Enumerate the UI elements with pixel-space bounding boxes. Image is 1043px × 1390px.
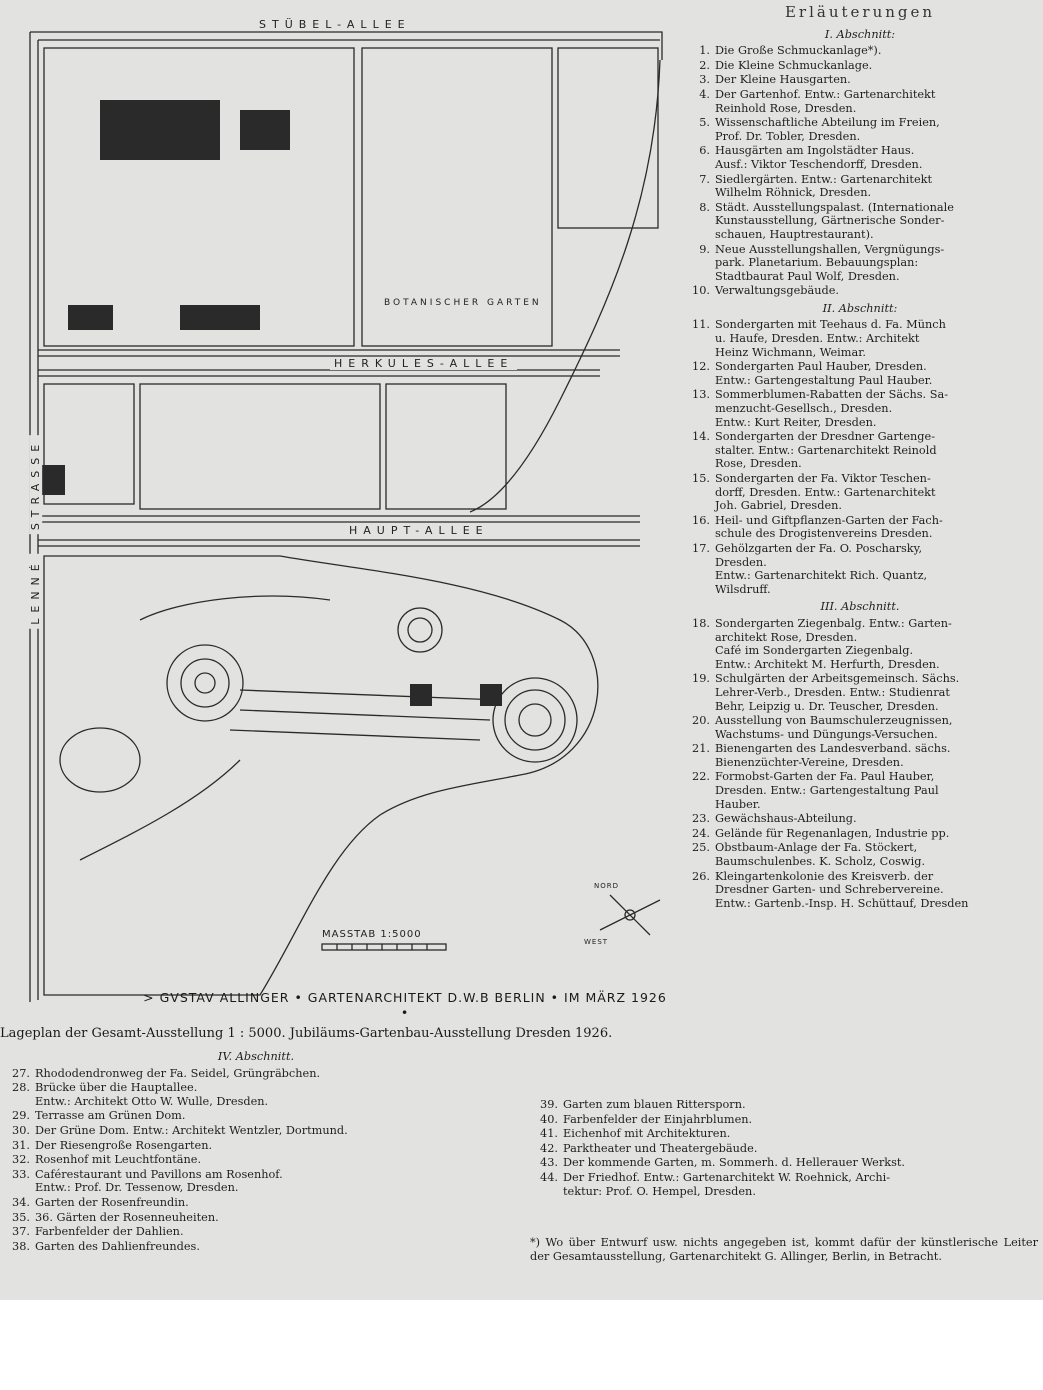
legend-section-4-right	[530, 1098, 1040, 1199]
legend-entry-line: Wachstums- und Düngungs-Versuchen.	[715, 727, 938, 741]
architect-signature: > GVSTAV ALLINGER • GARTENARCHITEKT D.W.B BERLIN • IM MÄRZ 1926 •	[143, 990, 667, 1020]
legend-entry-text	[563, 1142, 1040, 1156]
legend-entry-number: 40.	[540, 1112, 558, 1126]
legend-entry-line: schauen, Hauptrestaurant).	[715, 227, 874, 241]
legend-entry-line: Der Riesengroße Rosengarten.	[35, 1138, 213, 1152]
label-strasse: STRASSE	[29, 435, 42, 534]
legend-entry-number: 27.	[12, 1066, 30, 1080]
stuebel-allee-edge	[30, 32, 662, 60]
legend-entry-line: Städt. Ausstellungspalast. (Internationale	[715, 200, 954, 214]
legend-entry-line: menzucht-Gesellsch., Dresden.	[715, 402, 893, 416]
map-caption: Lageplan der Gesamt-Ausstellung 1 : 5000. Jubiläums-Gartenbau-Ausstellung Dresden 1926.	[0, 1026, 613, 1041]
legend-entry-number: 23.	[692, 812, 710, 826]
legend-entry-text	[563, 1098, 1040, 1112]
legend-entry-line: Brücke über die Hauptallee.	[35, 1081, 198, 1095]
legend-entry-number: 6.	[699, 144, 710, 158]
legend-entry	[2, 1240, 510, 1254]
section-2-entries	[682, 318, 1038, 596]
legend-entry-line: Baumschulenbes. K. Scholz, Coswig.	[715, 855, 926, 869]
legend-entry-line: Sondergarten Ziegenbalg. Entw.: Garten-	[715, 616, 952, 630]
ausstellungspalast	[100, 100, 220, 160]
legend-entry-line: tektur: Prof. O. Hempel, Dresden.	[563, 1184, 756, 1198]
legend-entry-number: 38.	[12, 1239, 30, 1253]
legend-entry-text	[563, 1156, 1040, 1170]
legend-entry-line: Sondergarten der Fa. Viktor Teschen-	[715, 472, 931, 485]
block-section-1	[44, 48, 354, 346]
legend-entry-number: 26.	[692, 869, 710, 883]
legend-entry-line: Ausstellung von Baumschulerzeugnissen,	[715, 714, 953, 728]
legend-entry-number: 20.	[692, 714, 710, 728]
legend-entry-line: Lehrer-Verb., Dresden. Entw.: Studienrat	[715, 685, 950, 699]
section-1-entries	[682, 44, 1038, 298]
legend-entry-number: 1.	[699, 44, 710, 58]
legend-entry	[530, 1142, 1040, 1156]
scale-label: MASSTAB 1:5000	[322, 929, 422, 940]
legend-entry	[682, 430, 1038, 471]
legend-entry-text	[715, 430, 1038, 471]
label-botanischer-garten: BOTANISCHER GARTEN	[380, 298, 546, 308]
legend-entry-number: 17.	[692, 541, 710, 555]
legend-entry	[2, 1124, 510, 1138]
legend-entry-number: 8.	[699, 200, 710, 214]
section-heading-1: I. Abschnitt:	[824, 27, 896, 41]
legend-entry	[530, 1098, 1040, 1112]
legend-entry-line: Wilsdruff.	[715, 582, 771, 596]
label-herkules-allee: HERKULES-ALLEE	[330, 357, 517, 370]
legend-entry-number: 21.	[692, 742, 710, 756]
compass-rose	[600, 895, 660, 935]
legend-entry-text	[715, 841, 1038, 868]
legend-entry-line: Entw.: Architekt M. Herfurth, Dresden.	[715, 657, 940, 671]
legend-entry-number: 22.	[692, 770, 710, 784]
legend-entry-line: Der Kleine Hausgarten.	[715, 73, 851, 87]
legend-entry-line: Prof. Dr. Tobler, Dresden.	[715, 129, 861, 143]
legend-title: Erläuterungen	[784, 3, 936, 21]
legend-entry	[2, 1109, 510, 1123]
legend-entry	[682, 827, 1038, 841]
section-4-outline	[44, 556, 598, 995]
legend-entry	[682, 284, 1038, 298]
legend-entry-line: Sondergarten Paul Hauber, Dresden.	[715, 360, 927, 374]
legend-entry-text	[715, 388, 1038, 429]
legend-entry-text	[715, 44, 1038, 58]
legend-entry-line: park. Planetarium. Bebauungsplan:	[715, 256, 919, 270]
legend-entry-number: 2.	[699, 58, 710, 72]
legend-entry	[530, 1127, 1040, 1141]
legend-entry-line: Ausf.: Viktor Teschendorff, Dresden.	[715, 157, 923, 171]
legend-entry-number: 32.	[12, 1153, 30, 1167]
legend-entry-text	[35, 1211, 510, 1225]
legend-entry-line: Parktheater und Theatergebäude.	[563, 1141, 758, 1155]
legend-entry	[2, 1225, 510, 1239]
legend-entry-line: Dresden.	[715, 555, 767, 569]
legend-entry-line: Farbenfelder der Einjahrblumen.	[563, 1112, 753, 1126]
legend-entry	[682, 88, 1038, 115]
legend-entry-line: schule des Drogistenvereins Dresden.	[715, 527, 933, 541]
legend-entry	[682, 144, 1038, 171]
legend-entry-text	[35, 1109, 510, 1123]
legend-entry-number: 34.	[12, 1195, 30, 1209]
legend-entry	[682, 318, 1038, 359]
legend-entry	[2, 1196, 510, 1210]
map-drawing	[0, 0, 680, 1018]
legend-entry-text	[715, 672, 1038, 713]
block-14-15	[386, 384, 506, 509]
legend-entry-number: 10.	[692, 284, 710, 298]
legend-entry-number: 25.	[692, 841, 710, 855]
legend-entry-line: Gewächshaus-Abteilung.	[715, 812, 857, 826]
legend-entry-line: Gelände für Regenanlagen, Industrie pp.	[715, 826, 950, 840]
section-heading-4: IV. Abschnitt.	[217, 1050, 295, 1063]
legend-entry-text	[715, 812, 1038, 826]
legend-entry	[2, 1139, 510, 1153]
legend-entry-line: Der Grüne Dom. Entw.: Architekt Wentzler, Dortmund.	[35, 1123, 348, 1137]
site-plan-map	[0, 0, 680, 1018]
legend-entry-number: 18.	[692, 616, 710, 630]
legend-entry	[2, 1081, 510, 1108]
legend-entry-text	[563, 1127, 1040, 1141]
legend-entry-text	[35, 1139, 510, 1153]
legend-entry-text	[715, 88, 1038, 115]
legend-entry	[682, 44, 1038, 58]
legend-entry-line: dorff, Dresden. Entw.: Gartenarchitekt	[715, 485, 936, 499]
label-stuebel-allee: STÜBEL-ALLEE	[255, 18, 415, 31]
legend-entry-text	[715, 173, 1038, 200]
legend-entry	[2, 1153, 510, 1167]
legend-entry	[530, 1156, 1040, 1170]
legend-entry	[530, 1171, 1040, 1198]
legend-entry-text	[715, 514, 1038, 541]
legend-entry-line: Die Kleine Schmuckanlage.	[715, 58, 873, 72]
legend-entry-line: Schulgärten der Arbeitsgemeinsch. Sächs.	[715, 672, 960, 686]
legend-entry-number: 43.	[540, 1156, 558, 1170]
legend-entry-number: 4.	[699, 87, 710, 101]
compass-north-label: NORD	[590, 882, 623, 890]
legend-entry-text	[35, 1225, 510, 1239]
legend-entry	[682, 73, 1038, 87]
legend-entry-text	[35, 1153, 510, 1167]
legend-entry-number: 35.	[12, 1210, 30, 1224]
legend-entry-line: Caférestaurant und Pavillons am Rosenhof.	[35, 1167, 283, 1181]
legend-entry-line: Heinz Wichmann, Weimar.	[715, 345, 866, 359]
legend-entry	[2, 1211, 510, 1225]
legend-entry-text	[35, 1168, 510, 1195]
legend-entry-text	[715, 827, 1038, 841]
section-4-entries-left	[2, 1067, 510, 1254]
legend-entry-line: Behr, Leipzig u. Dr. Teuscher, Dresden.	[715, 699, 939, 713]
block-12-13	[140, 384, 380, 509]
legend-entry	[682, 388, 1038, 429]
legend-entry-line: Wissenschaftliche Abteilung im Freien,	[715, 116, 940, 130]
legend-entry	[2, 1168, 510, 1195]
legend-entry-number: 31.	[12, 1138, 30, 1152]
legend-right-column	[682, 3, 1038, 911]
legend-entry	[682, 742, 1038, 769]
legend-entry	[682, 243, 1038, 284]
legend-entry-text	[715, 360, 1038, 387]
legend-entry-number: 44.	[540, 1170, 558, 1184]
legend-entry-text	[715, 770, 1038, 811]
legend-entry-line: Entw.: Gartengestaltung Paul Hauber.	[715, 373, 933, 387]
legend-entry-number: 37.	[12, 1225, 30, 1239]
legend-entry-text	[715, 742, 1038, 769]
legend-entry-line: Reinhold Rose, Dresden.	[715, 101, 857, 115]
legend-entry-line: Der Gartenhof. Entw.: Gartenarchitekt	[715, 87, 936, 101]
legend-entry-number: 30.	[12, 1123, 30, 1137]
legend-entry-line: Verwaltungsgebäude.	[715, 284, 840, 298]
legend-entry-number: 42.	[540, 1141, 558, 1155]
legend-entry-line: Terrasse am Grünen Dom.	[35, 1109, 186, 1123]
legend-entry-text	[715, 243, 1038, 284]
legend-entry-line: Der kommende Garten, m. Sommerh. d. Hellerauer Werkst.	[563, 1156, 906, 1170]
legend-entry-line: Farbenfelder der Dahlien.	[35, 1225, 184, 1239]
legend-entry-text	[715, 542, 1038, 596]
legend-entry-line: u. Haufe, Dresden. Entw.: Architekt	[715, 332, 920, 346]
legend-entry-line: Kleingartenkolonie des Kreisverb. der	[715, 869, 934, 883]
legend-entry-line: Entw.: Prof. Dr. Tessenow, Dresden.	[35, 1181, 239, 1195]
legend-entry-line: Entw.: Gartenb.-Insp. H. Schüttauf, Dresden	[715, 896, 969, 910]
legend-entry-line: Entw.: Kurt Reiter, Dresden.	[715, 415, 877, 429]
legend-entry-line: Neue Ausstellungshallen, Vergnügungs-	[715, 242, 945, 256]
legend-entry-line: Stadtbaurat Paul Wolf, Dresden.	[715, 269, 900, 283]
legend-entry-line: Kunstausstellung, Gärtnerische Sonder-	[715, 214, 945, 228]
legend-entry	[682, 59, 1038, 73]
legend-section-4-left	[2, 1046, 510, 1254]
legend-entry	[682, 770, 1038, 811]
legend-entry-text	[715, 617, 1038, 671]
compass-west-label: WEST	[580, 938, 612, 946]
legend-entry-text	[715, 714, 1038, 741]
legend-entry	[682, 116, 1038, 143]
legend-entry-line: Joh. Gabriel, Dresden.	[715, 499, 842, 513]
legend-entry	[682, 542, 1038, 596]
legend-entry-text	[715, 318, 1038, 359]
block-siedler	[558, 48, 658, 228]
label-lenne: LENNÉ	[29, 554, 42, 629]
legend-entry-number: 3.	[699, 73, 710, 87]
legend-entry-text	[35, 1240, 510, 1254]
legend-entry-line: 36. Gärten der Rosenneuheiten.	[35, 1210, 219, 1224]
legend-entry-text	[563, 1171, 1040, 1198]
section-heading-2: II. Abschnitt:	[822, 301, 898, 315]
footnote: *) Wo über Entwurf usw. nichts angegeben ist, kommt dafür der künstlerische Leiter der Gesamtausstellung, Gartenarchitekt G. Allinger, Berlin, in Betracht.	[530, 1236, 1038, 1263]
legend-entry-line: Obstbaum-Anlage der Fa. Stöckert,	[715, 841, 918, 855]
legend-entry-line: Sommerblumen-Rabatten der Sächs. Sa-	[715, 388, 949, 402]
legend-entry-line: Der Friedhof. Entw.: Gartenarchitekt W. Roehnick, Archi-	[563, 1170, 891, 1184]
legend-entry-text	[715, 59, 1038, 73]
legend-entry	[682, 201, 1038, 242]
legend-entry	[682, 714, 1038, 741]
legend-entry	[2, 1067, 510, 1081]
legend-entry-line: Sondergarten der Dresdner Gartenge-	[715, 430, 936, 444]
legend-entry-number: 15.	[692, 472, 710, 485]
legend-entry-line: Sondergarten mit Teehaus d. Fa. Münch	[715, 318, 946, 332]
legend-entry-line: Hauber.	[715, 797, 761, 811]
legend-entry	[682, 617, 1038, 671]
legend-entry-line: Siedlergärten. Entw.: Gartenarchitekt	[715, 172, 933, 186]
section-3-entries	[682, 617, 1038, 910]
legend-entry	[682, 841, 1038, 868]
legend-entry-line: Entw.: Architekt Otto W. Wulle, Dresden.	[35, 1094, 269, 1108]
legend-entry-number: 29.	[12, 1109, 30, 1123]
legend-entry-number: 39.	[540, 1098, 558, 1111]
legend-entry-line: Dresdner Garten- und Schrebervereine.	[715, 883, 944, 897]
legend-entry-line: Eichenhof mit Architekturen.	[563, 1127, 731, 1141]
legend-entry-line: Garten des Dahlienfreundes.	[35, 1239, 200, 1253]
legend-entry-number: 14.	[692, 430, 710, 444]
legend-entry-line: architekt Rose, Dresden.	[715, 630, 858, 644]
legend-entry-line: Garten der Rosenfreundin.	[35, 1195, 189, 1209]
section-heading-3: III. Abschnitt.	[820, 600, 900, 614]
legend-entry-text	[715, 870, 1038, 911]
legend-entry-line: Rose, Dresden.	[715, 457, 802, 471]
legend-entry-line: Dresden. Entw.: Gartengestaltung Paul	[715, 784, 939, 798]
legend-entry-line: Bienenzüchter-Vereine, Dresden.	[715, 755, 904, 769]
rose-garden-circle	[167, 645, 243, 721]
legend-entry-line: Rosenhof mit Leuchtfontäne.	[35, 1153, 202, 1167]
legend-entry-number: 7.	[699, 172, 710, 186]
legend-entry-number: 33.	[12, 1167, 30, 1181]
legend-entry	[682, 173, 1038, 200]
legend-entry-line: Bienengarten des Landesverband. sächs.	[715, 742, 951, 756]
legend-entry-number: 28.	[12, 1081, 30, 1095]
legend-entry-text	[715, 116, 1038, 143]
legend-entry-text	[35, 1124, 510, 1138]
legend-entry-line: Gehölzgarten der Fa. O. Poscharsky,	[715, 541, 923, 555]
legend-entry-line: stalter. Entw.: Gartenarchitekt Reinold	[715, 443, 937, 457]
legend-entry-number: 5.	[699, 116, 710, 130]
legend-entry-text	[35, 1081, 510, 1108]
legend-entry	[682, 360, 1038, 387]
legend-entry	[682, 514, 1038, 541]
legend-entry-line: Heil- und Giftpflanzen-Garten der Fach-	[715, 513, 943, 527]
legend-entry-text	[563, 1113, 1040, 1127]
legend-entry-line: Café im Sondergarten Ziegenbalg.	[715, 644, 914, 658]
legend-entry	[682, 672, 1038, 713]
legend-entry-text	[715, 472, 1038, 513]
legend-entry-text	[35, 1196, 510, 1210]
legend-entry-line: Entw.: Gartenarchitekt Rich. Quantz,	[715, 569, 928, 583]
legend-entry-line: Rhododendronweg der Fa. Seidel, Grüngräbchen.	[35, 1066, 321, 1080]
legend-entry-line: Garten zum blauen Rittersporn.	[563, 1098, 746, 1111]
legend-entry	[682, 870, 1038, 911]
legend-entry-line: Die Große Schmuckanlage*).	[715, 44, 882, 58]
label-haupt-allee: HAUPT-ALLEE	[345, 524, 493, 537]
legend-entry	[682, 472, 1038, 513]
legend-entry-number: 9.	[699, 242, 710, 256]
legend-entry-text	[715, 201, 1038, 242]
legend-entry-text	[715, 284, 1038, 298]
legend-entry-number: 41.	[540, 1127, 558, 1141]
legend-entry	[682, 812, 1038, 826]
legend-entry-line: Wilhelm Röhnick, Dresden.	[715, 186, 872, 200]
legend-entry-number: 16.	[692, 513, 710, 527]
legend-entry-number: 19.	[692, 672, 710, 686]
legend-entry-text	[715, 73, 1038, 87]
legend-entry	[530, 1113, 1040, 1127]
legend-entry-number: 12.	[692, 360, 710, 374]
section-4-entries-right	[530, 1098, 1040, 1198]
legend-entry-number: 11.	[692, 318, 710, 332]
pond	[60, 728, 140, 792]
legend-entry-text	[35, 1067, 510, 1081]
legend-entry-number: 24.	[692, 826, 710, 840]
legend-entry-line: Hausgärten am Ingolstädter Haus.	[715, 144, 915, 158]
legend-entry-line: Formobst-Garten der Fa. Paul Hauber,	[715, 770, 935, 784]
legend-entry-text	[715, 144, 1038, 171]
legend-entry-number: 13.	[692, 388, 710, 402]
